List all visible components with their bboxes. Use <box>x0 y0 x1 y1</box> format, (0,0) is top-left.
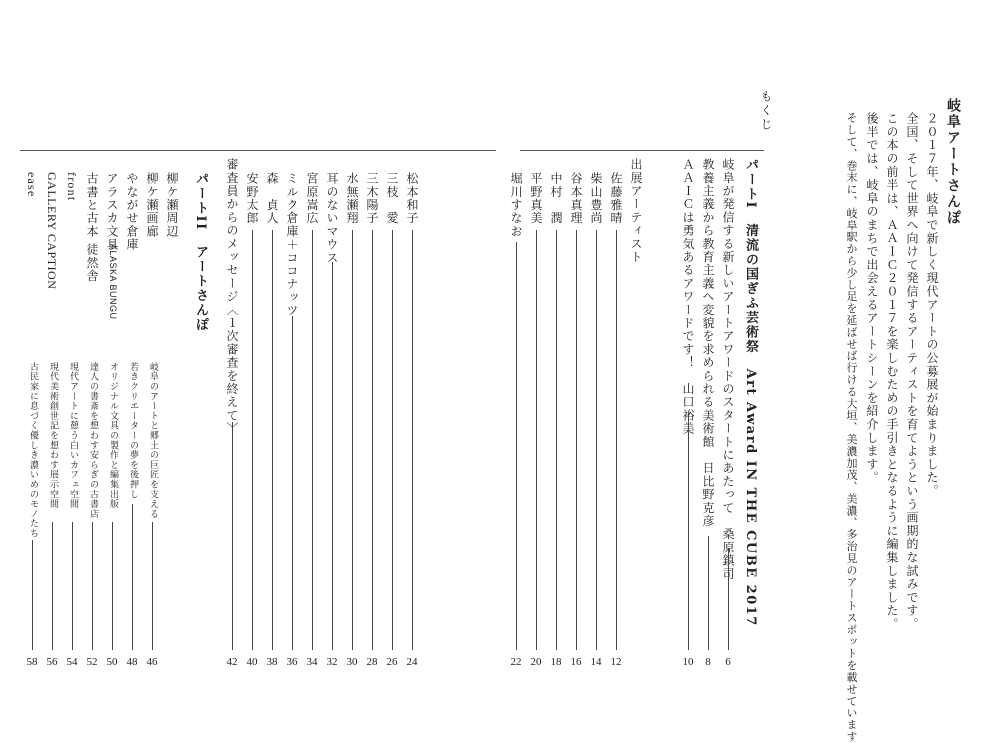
intro-line-5: そして、巻末に、岐阜駅から少し足を延ばせば行ける大垣、美濃加茂、美濃、多治見のアートスポットを載せています <box>845 112 858 743</box>
leader-line <box>132 504 133 650</box>
page-number: 36 <box>286 656 298 668</box>
spot-desc: 若きクリエーターの夢を後押し <box>128 362 138 500</box>
page-number: 46 <box>146 656 158 668</box>
page-number: 54 <box>66 656 78 668</box>
leader-line <box>332 262 333 650</box>
leader-line <box>92 522 93 650</box>
page-number: 34 <box>306 656 318 668</box>
page-number: 42 <box>226 656 238 668</box>
spot-item: アラスカ文具 <box>105 172 119 252</box>
leader-line <box>272 230 273 650</box>
page-number: 16 <box>570 656 582 668</box>
artist-item: 安野太郎 <box>245 172 259 225</box>
page-number: 8 <box>705 656 711 668</box>
page-number: 28 <box>366 656 378 668</box>
page-number: 40 <box>246 656 258 668</box>
page-number: 24 <box>406 656 418 668</box>
leader-line <box>616 230 617 650</box>
area-heading: 柳ケ瀬周辺 <box>165 172 179 238</box>
leader-line <box>576 230 577 650</box>
leader-line <box>688 412 689 650</box>
part1-heading: パートI 清流の国ぎふ芸術祭 Art Award IN THE CUBE 2017 <box>743 158 758 627</box>
intro-title: 岐阜アートさんぽ <box>945 98 961 226</box>
artist-item: 中村 潤 <box>549 172 563 225</box>
spot-desc: 現代アートに憩う白いカフェ空間 <box>68 362 78 509</box>
page-number: 48 <box>126 656 138 668</box>
leader-line <box>112 522 113 650</box>
leader-line <box>536 230 537 650</box>
artist-item: 平野真美 <box>529 172 543 225</box>
leader-line <box>412 230 413 650</box>
artist-item: 森 貞人 <box>265 172 279 225</box>
leader-line <box>252 230 253 650</box>
spot-item: ease <box>25 172 39 198</box>
intro-line-1: ２０１７年、岐阜で新しく現代アートの公募展が始まりました。 <box>925 112 939 498</box>
artists-heading: 出展アーティスト <box>629 158 643 264</box>
leader-line <box>232 422 233 650</box>
leader-line <box>312 230 313 650</box>
artist-item: 宮原嵩広 <box>305 172 319 225</box>
leader-line <box>32 540 33 650</box>
page-number: 6 <box>725 656 731 668</box>
artist-item: 佐藤雅晴 <box>609 172 623 225</box>
page-number: 22 <box>510 656 522 668</box>
leader-line <box>72 522 73 650</box>
leader-line <box>556 230 557 650</box>
leader-line <box>708 536 709 650</box>
leader-line <box>372 230 373 650</box>
leader-line <box>728 548 729 650</box>
artist-item: 三木陽子 <box>365 172 379 225</box>
page-number: 18 <box>550 656 562 668</box>
page-number: 32 <box>326 656 338 668</box>
jury-message: 審査員からのメッセージ〈１次審査を終えて〉 <box>225 158 239 436</box>
page-number: 50 <box>106 656 118 668</box>
page-number: 58 <box>26 656 38 668</box>
leader-line <box>392 230 393 650</box>
intro-line-3: この本の前半は、ＡＡＩＣ２０１７を楽しむための手引きとなるように編集しました。 <box>885 112 899 631</box>
essay-1: 岐阜が発信する新しいアートアワードのスタートにあたって 桑原鎮司 <box>721 158 735 581</box>
artist-item: 谷本真理 <box>569 172 583 225</box>
artist-item: 松本和子 <box>405 172 419 225</box>
leader-line <box>596 230 597 650</box>
page-number: 12 <box>610 656 622 668</box>
spot-item: やながせ倉庫 <box>125 172 139 252</box>
artist-item: 柴山豊尚 <box>589 172 603 225</box>
essay-3: ＡＡＩＣは勇気あるアワードです！ 山口裕美 <box>681 158 695 436</box>
spot-desc: 現代美術創世記を想わす展示空間 <box>48 362 58 509</box>
artist-item: ミルク倉庫＋ココナッツ <box>285 172 299 318</box>
page-number: 14 <box>590 656 602 668</box>
header-rule-right <box>520 150 764 151</box>
page-number: 20 <box>530 656 542 668</box>
leader-line <box>352 230 353 650</box>
page-number: 52 <box>86 656 98 668</box>
intro-line-2: 全国、そして世界へ向けて発信するアーティストを育てようという画期的な試みです。 <box>905 112 919 631</box>
spot-item: 柳ケ瀬画廊 <box>145 172 159 238</box>
toc-label: もくじ <box>759 90 773 132</box>
leader-line <box>52 522 53 650</box>
header-rule-left <box>20 150 496 151</box>
page-number: 26 <box>386 656 398 668</box>
spot-item: front <box>65 172 79 202</box>
artist-item: 三枝 愛 <box>385 172 399 225</box>
page-number: 30 <box>346 656 358 668</box>
artist-item: 堀川すなお <box>509 172 523 238</box>
essay-2: 教養主義から教育主義へ変貌を求められる美術館 日比野克彦 <box>701 158 715 528</box>
page-number: 56 <box>46 656 58 668</box>
page-number: 38 <box>266 656 278 668</box>
leader-line <box>152 522 153 650</box>
spot-desc: 達人の書斎を想わす安らぎの古書店 <box>88 362 98 519</box>
leader-line <box>292 316 293 650</box>
spot-item: GALLERY CAPTION <box>45 172 59 290</box>
spot-desc: 古民家に息づく優しき濃いめのモノたち <box>28 362 38 539</box>
part2-heading: パートII アートさんぽ <box>193 172 208 333</box>
spot-desc: 岐阜のアートと郷土の巨匠を支える <box>148 362 158 519</box>
artist-item: 水無瀬翔 <box>345 172 359 225</box>
spot-desc: オリジナル文具の製作と編集出版 <box>108 362 118 509</box>
spot-logo: ALASKA BUNGU <box>108 244 118 320</box>
intro-line-4: 後半では、岐阜のまちで出会えるアートシーンを紹介します。 <box>865 112 879 485</box>
leader-line <box>516 242 517 650</box>
artist-item: 耳のないマウス <box>325 172 339 265</box>
spot-item: 古書と古本 徒然舎 <box>85 172 99 283</box>
page-number: 10 <box>682 656 694 668</box>
